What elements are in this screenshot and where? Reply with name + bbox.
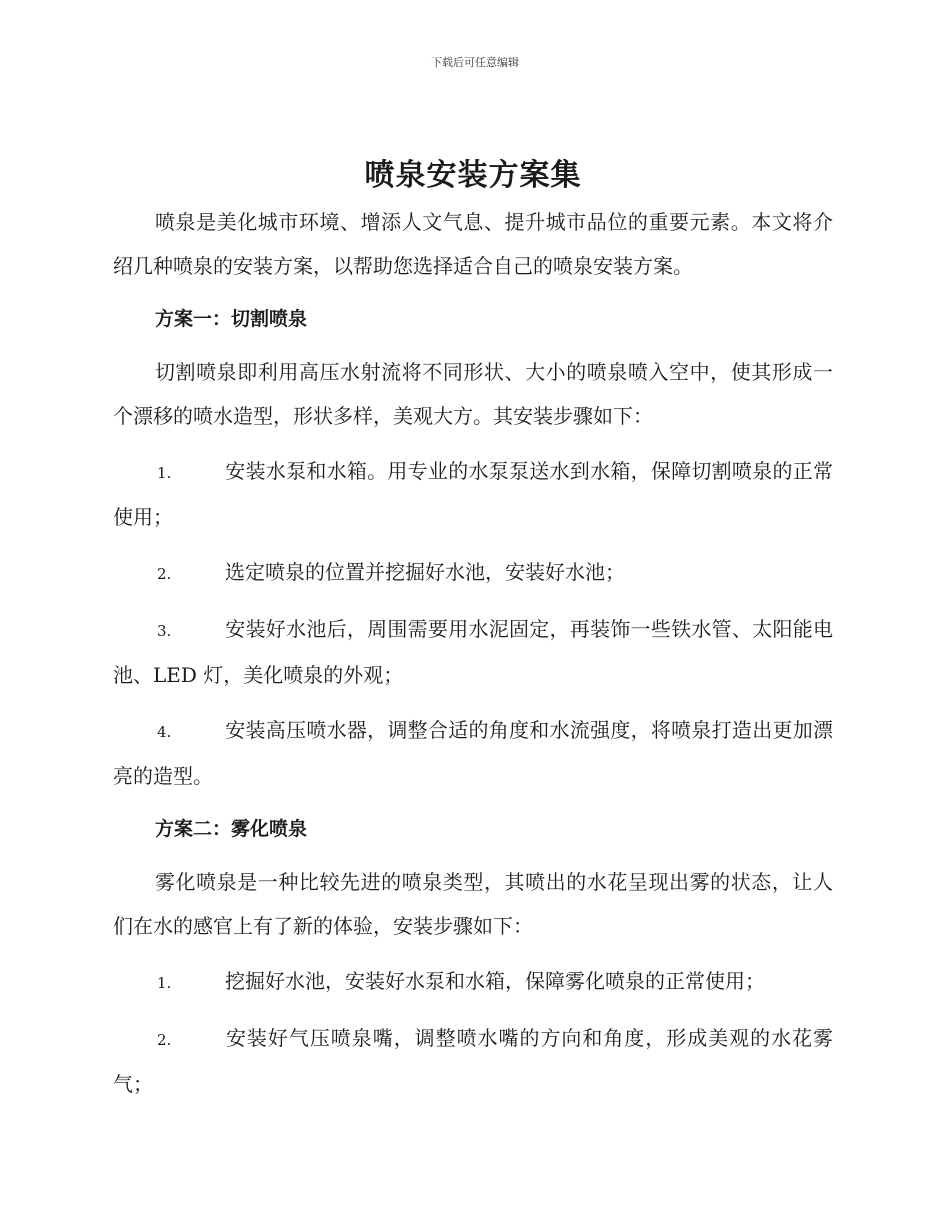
section-2-description: 雾化喷泉是一种比较先进的喷泉类型，其喷出的水花呈现出雾的状态，让人们在水的感官上有了新的体验，安装步骤如下： xyxy=(113,870,833,938)
section-2-step-2 xyxy=(113,1016,833,1106)
document-body xyxy=(113,150,833,1106)
section-heading-1: 方案一：切割喷泉 xyxy=(155,308,308,330)
section-1-step-2 xyxy=(113,550,833,596)
step-number: 1. xyxy=(157,464,172,482)
step-number: 2. xyxy=(157,565,172,583)
step-text: 挖掘好水池，安装好水泵和水箱，保障雾化喷泉的正常使用； xyxy=(225,969,765,993)
step-number: 1. xyxy=(157,974,172,992)
step-text: 选定喷泉的位置并挖掘好水池，安装好水池； xyxy=(225,560,625,584)
step-text: 安装高压喷水器，调整合适的角度和水流强度，将喷泉打造出更加漂亮的造型。 xyxy=(113,718,833,788)
section-1-description: 切割喷泉即利用高压水射流将不同形状、大小的喷泉喷入空中，使其形成一个漂移的喷水造型，形状多样，美观大方。其安装步骤如下： xyxy=(113,360,833,428)
section-heading-2: 方案二：雾化喷泉 xyxy=(155,818,308,840)
running-header: 下载后可任意编辑 xyxy=(431,56,519,69)
section-1-step-4 xyxy=(113,708,833,798)
document-title: 喷泉安装方案集 xyxy=(364,158,582,193)
step-number: 4. xyxy=(157,723,172,741)
intro-paragraph: 喷泉是美化城市环境、增添人文气息、提升城市品位的重要元素。本文将介绍几种喷泉的安装方案，以帮助您选择适合自己的喷泉安装方案。 xyxy=(113,210,833,278)
step-text: 安装水泵和水箱。用专业的水泵泵送水到水箱，保障切割喷泉的正常使用； xyxy=(113,459,833,529)
step-number: 2. xyxy=(157,1031,172,1049)
step-text: 安装好气压喷泉嘴，调整喷水嘴的方向和角度，形成美观的水花雾气； xyxy=(113,1026,833,1096)
step-text: 安装好水池后，周围需要用水泥固定，再装饰一些铁水管、太阳能电池、LED 灯，美化喷泉的外观； xyxy=(113,617,833,687)
section-2-step-1 xyxy=(113,959,833,1005)
section-1-step-3 xyxy=(113,607,833,697)
step-number: 3. xyxy=(157,622,172,640)
section-1-step-1 xyxy=(113,449,833,539)
